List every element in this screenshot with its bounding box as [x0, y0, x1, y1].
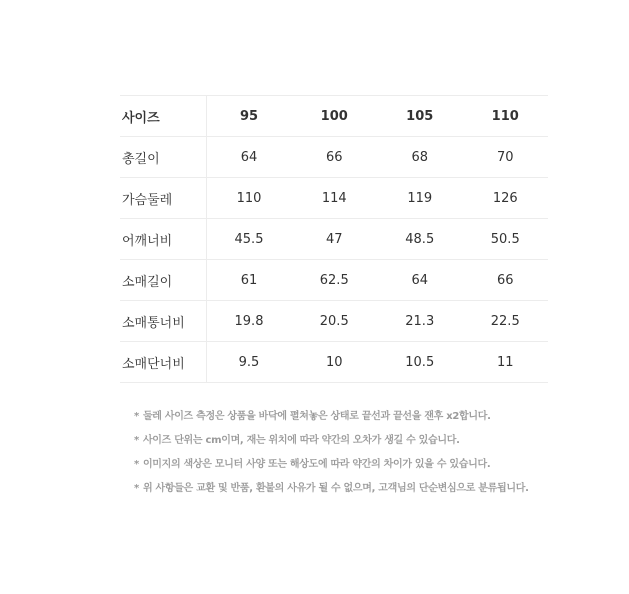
row-label: 소매통너비	[120, 301, 206, 342]
table-row	[120, 219, 548, 260]
table-row	[120, 178, 548, 219]
table-cell: 19.8	[206, 301, 292, 342]
header-size-100: 100	[292, 96, 378, 137]
table-cell: 66	[463, 260, 549, 301]
table-cell: 64	[206, 137, 292, 178]
table-row	[120, 301, 548, 342]
table-cell: 45.5	[206, 219, 292, 260]
table-cell: 66	[292, 137, 378, 178]
table-cell: 11	[463, 342, 549, 383]
row-label: 총길이	[120, 137, 206, 178]
header-size-label: 사이즈	[120, 96, 206, 137]
note-item	[134, 432, 529, 456]
table-cell: 126	[463, 178, 549, 219]
table-cell: 10	[292, 342, 378, 383]
table-cell: 47	[292, 219, 378, 260]
table-header-row	[120, 96, 548, 137]
note-bullet: *	[134, 411, 139, 422]
size-chart-table	[120, 95, 548, 383]
table-cell: 110	[206, 178, 292, 219]
table-cell: 62.5	[292, 260, 378, 301]
table-cell: 10.5	[377, 342, 463, 383]
table-row	[120, 137, 548, 178]
note-bullet: *	[134, 483, 139, 494]
note-item	[134, 408, 529, 432]
table-cell: 114	[292, 178, 378, 219]
note-bullet: *	[134, 459, 139, 470]
row-label: 가슴둘레	[120, 178, 206, 219]
note-text: 사이즈 단위는 cm이며, 재는 위치에 따라 약간의 오차가 생길 수 있습니다.	[142, 435, 460, 446]
table-cell: 68	[377, 137, 463, 178]
row-label: 소매길이	[120, 260, 206, 301]
header-size-110: 110	[463, 96, 549, 137]
row-label: 어깨너비	[120, 219, 206, 260]
note-bullet: *	[134, 435, 139, 446]
table-cell: 64	[377, 260, 463, 301]
table-cell: 9.5	[206, 342, 292, 383]
table-cell: 22.5	[463, 301, 549, 342]
size-notes	[134, 408, 529, 504]
note-text: 이미지의 색상은 모니터 사양 또는 해상도에 따라 약간의 차이가 있을 수 있습니다.	[142, 459, 491, 470]
note-text: 위 사항들은 교환 및 반품, 환불의 사유가 될 수 없으며, 고객님의 단순변심으로 분류됩니다.	[142, 483, 529, 494]
table-row	[120, 342, 548, 383]
header-size-105: 105	[377, 96, 463, 137]
table-cell: 119	[377, 178, 463, 219]
table-cell: 21.3	[377, 301, 463, 342]
table-row	[120, 260, 548, 301]
table-cell: 61	[206, 260, 292, 301]
table-cell: 48.5	[377, 219, 463, 260]
row-label: 소매단너비	[120, 342, 206, 383]
table-cell: 50.5	[463, 219, 549, 260]
table-cell: 20.5	[292, 301, 378, 342]
table-cell: 70	[463, 137, 549, 178]
note-item	[134, 456, 529, 480]
header-size-95: 95	[206, 96, 292, 137]
note-item	[134, 480, 529, 504]
note-text: 둘레 사이즈 측정은 상품을 바닥에 펼쳐놓은 상태로 끝선과 끝선을 잰후 x2합니다.	[142, 411, 491, 422]
